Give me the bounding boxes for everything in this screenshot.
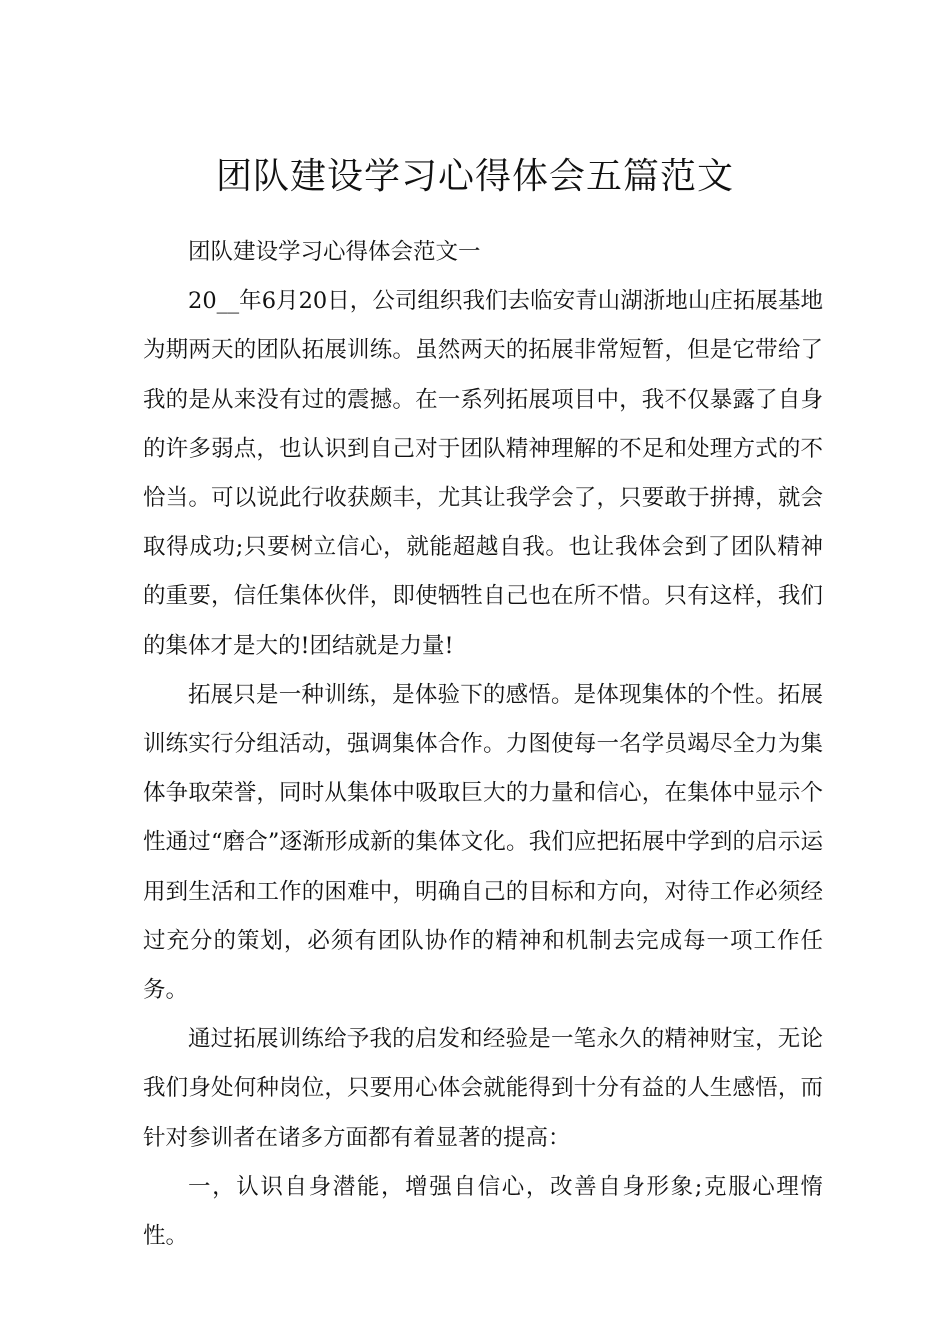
paragraph: 20__年6月20日，公司组织我们去临安青山湖浙地山庄拓展基地为期两天的团队拓展训练。虽然两天的拓展非常短暂，但是它带给了我的是从来没有过的震撼。在一系列拓展项目中，我不仅暴露了自身的许多弱点，也认识到自己对于团队精神理解的不足和处理方式的不恰当。可以说此行收获颇丰，尤其让我学会了，只要敢于拼搏，就会取得成功;只要树立信心，就能超越自我。也让我体会到了团队精神的重要，信任集体伙伴，即使牺牲自己也在所不惜。只有这样，我们的集体才是大的!团结就是力量! xyxy=(143,288,823,659)
document-title: 团队建设学习心得体会五篇范文 xyxy=(215,156,734,198)
section-heading: 团队建设学习心得体会范文一 xyxy=(188,239,481,265)
paragraph: 一，认识自身潜能，增强自信心，改善自身形象;克服心理惰性。 xyxy=(143,1173,823,1250)
document-body xyxy=(143,228,823,1261)
paragraph: 拓展只是一种训练，是体验下的感悟。是体现集体的个性。拓展训练实行分组活动，强调集体合作。力图使每一名学员竭尽全力为集体争取荣誉，同时从集体中吸取巨大的力量和信心，在集体中显示个性通过“磨合”逐渐形成新的集体文化。我们应把拓展中学到的启示运用到生活和工作的困难中，明确自己的目标和方向，对待工作必须经过充分的策划，必须有团队协作的精神和机制去完成每一项工作任务。 xyxy=(143,681,823,1004)
paragraph: 通过拓展训练给予我的启发和经验是一笔永久的精神财宝，无论我们身处何种岗位，只要用心体会就能得到十分有益的人生感悟，而针对参训者在诸多方面都有着显著的提高： xyxy=(143,1026,823,1151)
